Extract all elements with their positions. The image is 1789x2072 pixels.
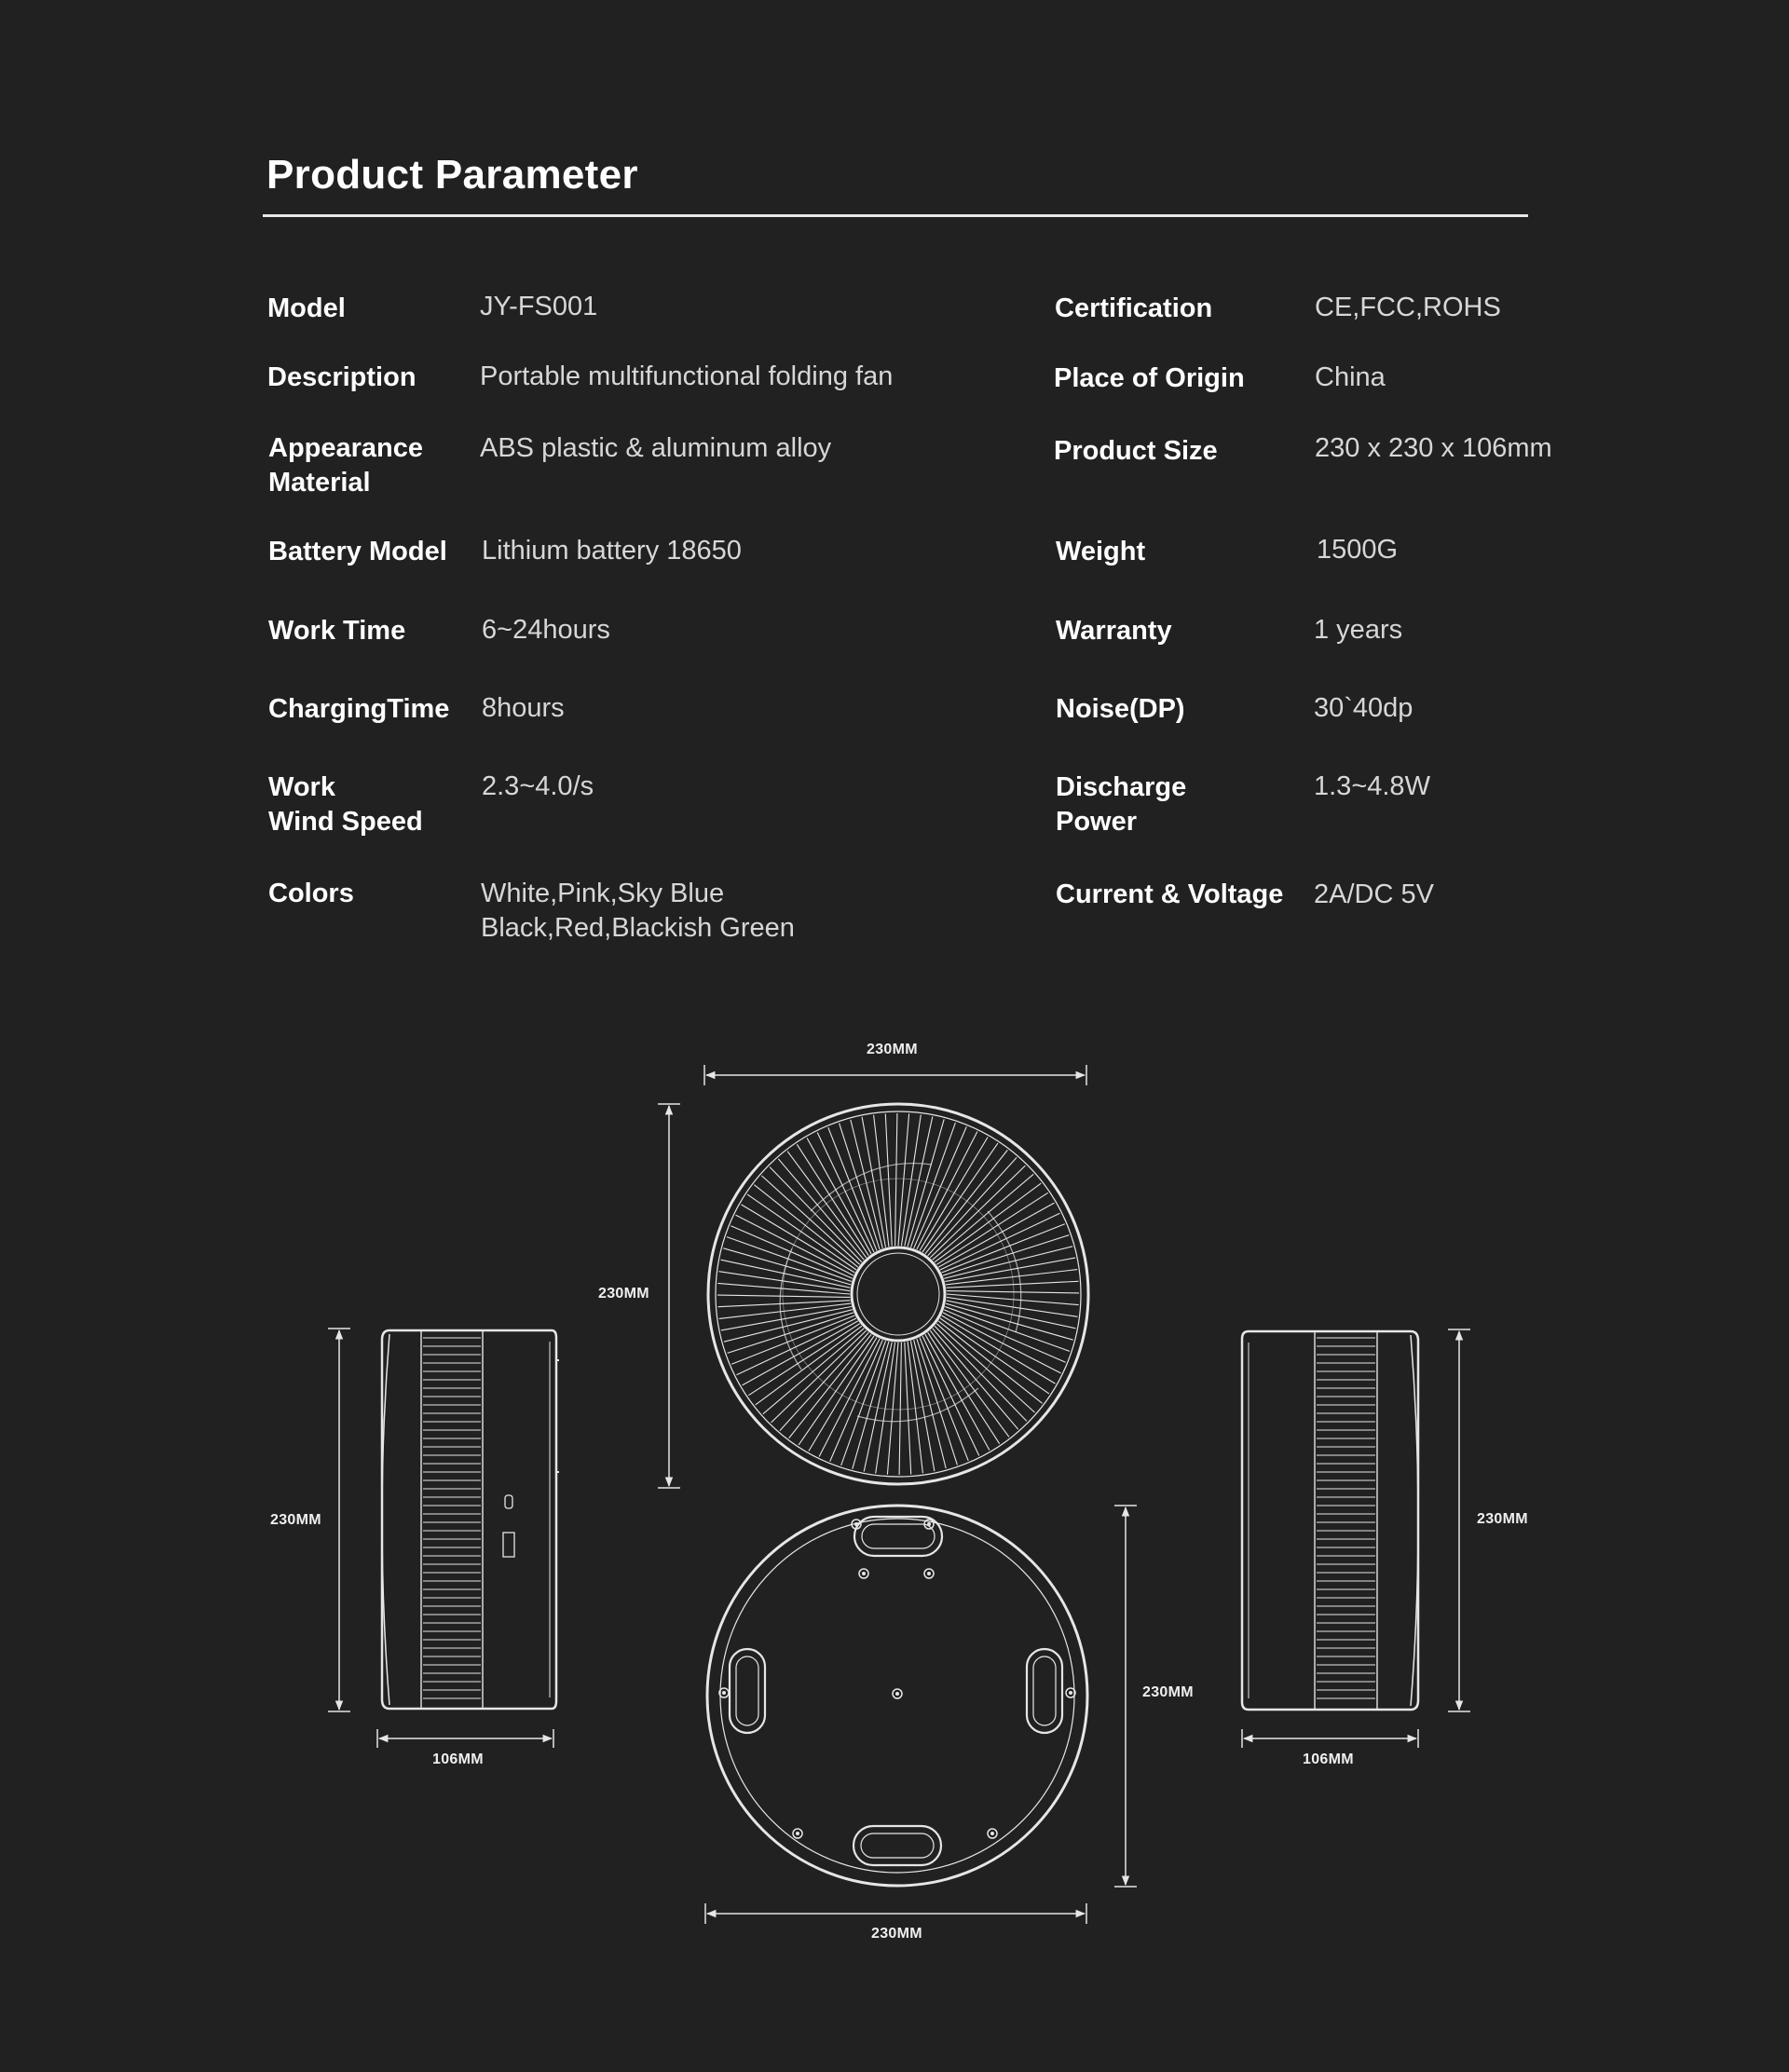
fan-grille-spoke (840, 1124, 881, 1249)
param-label-colors: Colors (268, 879, 354, 908)
fan-grille-spoke (914, 1340, 947, 1468)
fan-grille-spoke (935, 1183, 1041, 1262)
param-value-certification: CE,FCC,ROHS (1315, 293, 1501, 322)
fan-grille-spoke (756, 1326, 862, 1405)
param-value-work-wind-speed: 2.3~4.0/s (482, 771, 594, 801)
param-label-work-wind-speed: Work Wind Speed (268, 772, 423, 837)
fan-grille-spoke (853, 1342, 889, 1469)
fan-grille-spoke (911, 1341, 935, 1471)
param-label-product-size: Product Size (1054, 436, 1218, 466)
fan-grille-spoke (944, 1247, 1072, 1279)
fan-grille-spoke (895, 1113, 897, 1246)
param-label-certification: Certification (1055, 293, 1213, 323)
param-value-noise: 30`40dp (1314, 693, 1413, 723)
param-label-appearance-material: Appearance Material (268, 433, 424, 498)
fan-grille-spoke (947, 1291, 1079, 1293)
param-label-description: Description (267, 362, 417, 392)
param-value-battery-model: Lithium battery 18650 (482, 536, 742, 566)
fan-grille-spoke (763, 1329, 864, 1414)
fan-grille-spoke (728, 1313, 854, 1354)
param-value-discharge-power: 1.3~4.8W (1314, 771, 1430, 801)
fan-grille-spoke (778, 1159, 864, 1260)
right-side-view-fan (1242, 1331, 1418, 1710)
param-value-model: JY-FS001 (480, 292, 598, 321)
fan-grille-spoke (933, 1174, 1033, 1260)
param-value-product-size: 230 x 230 x 106mm (1315, 433, 1552, 463)
fan-grille-spoke (908, 1119, 944, 1247)
param-label-current-voltage: Current & Voltage (1056, 879, 1284, 909)
fan-grille-spoke (930, 1166, 1025, 1258)
param-label-charging-time: ChargingTime (268, 694, 450, 724)
fan-grille-spoke (930, 1330, 1009, 1437)
fan-grille-spoke (936, 1193, 1047, 1264)
dim-label-right-height: 230MM (1477, 1511, 1528, 1527)
fan-grille-spoke (928, 1332, 1000, 1443)
fan-grille-spoke (946, 1303, 1073, 1340)
fan-grille-spoke (945, 1258, 1075, 1281)
page-title: Product Parameter (266, 152, 638, 198)
fan-grille-spoke (862, 1117, 885, 1247)
dim-label-back-height: 230MM (1142, 1684, 1194, 1700)
param-value-current-voltage: 2A/DC 5V (1314, 879, 1434, 909)
param-label-discharge-power: Discharge Power (1056, 772, 1187, 837)
param-value-weight: 1500G (1317, 535, 1399, 565)
fan-grille-spoke (717, 1295, 850, 1297)
param-value-place-of-origin: China (1315, 362, 1386, 392)
param-value-work-time: 6~24hours (482, 615, 610, 645)
back-view-fan (707, 1506, 1087, 1886)
fan-grille-spoke (780, 1332, 868, 1430)
fan-grille-spoke (887, 1343, 898, 1475)
param-label-weight: Weight (1056, 537, 1146, 566)
param-value-colors: White,Pink,Sky Blue Black,Red,Blackish Green (481, 879, 795, 943)
fan-grille-spoke (936, 1324, 1034, 1412)
dim-label-front-width: 230MM (867, 1042, 918, 1057)
dim-label-front-height: 230MM (598, 1286, 649, 1302)
param-label-work-time: Work Time (268, 616, 406, 646)
fan-grille-spoke (748, 1324, 859, 1396)
left-side-view-fan (382, 1330, 559, 1709)
fan-grille-spoke (899, 1343, 901, 1475)
param-value-charging-time: 8hours (482, 693, 565, 723)
fan-grille-spoke (943, 1235, 1069, 1276)
dim-label-right-depth: 106MM (1303, 1752, 1354, 1767)
dimension-lines (328, 1065, 1470, 1924)
fan-grille-spoke (947, 1294, 1079, 1305)
front-view-fan (708, 1104, 1088, 1484)
param-label-model: Model (267, 293, 346, 323)
fan-grille-spoke (933, 1329, 1018, 1429)
fan-grille-spoke (761, 1176, 859, 1264)
fan-grille-spoke (787, 1152, 867, 1258)
param-label-battery-model: Battery Model (268, 537, 447, 566)
fan-grille-spoke (928, 1157, 1017, 1255)
param-value-appearance-material: ABS plastic & aluminum alloy (480, 433, 832, 463)
param-label-place-of-origin: Place of Origin (1054, 363, 1245, 393)
fan-grille-spoke (935, 1326, 1027, 1421)
fan-grille-spoke (717, 1283, 850, 1294)
param-value-description: Portable multifunctional folding fan (480, 361, 894, 391)
fan-grille-spoke (898, 1113, 909, 1246)
dim-label-left-height: 230MM (270, 1512, 321, 1528)
fan-grille-spoke (723, 1248, 851, 1285)
fan-grille-spoke (724, 1310, 853, 1343)
fan-grille-spoke (917, 1339, 958, 1465)
fan-grille-spoke (797, 1144, 868, 1255)
param-label-warranty: Warranty (1056, 616, 1172, 646)
param-label-noise: Noise(DP) (1056, 694, 1185, 724)
param-value-warranty: 1 years (1314, 615, 1403, 645)
dim-label-left-depth: 106MM (432, 1752, 484, 1767)
fan-grille-spoke (772, 1330, 867, 1423)
dim-label-back-width: 230MM (871, 1926, 922, 1942)
fan-grille-spoke (851, 1120, 883, 1248)
fan-grille-spoke (721, 1307, 852, 1330)
